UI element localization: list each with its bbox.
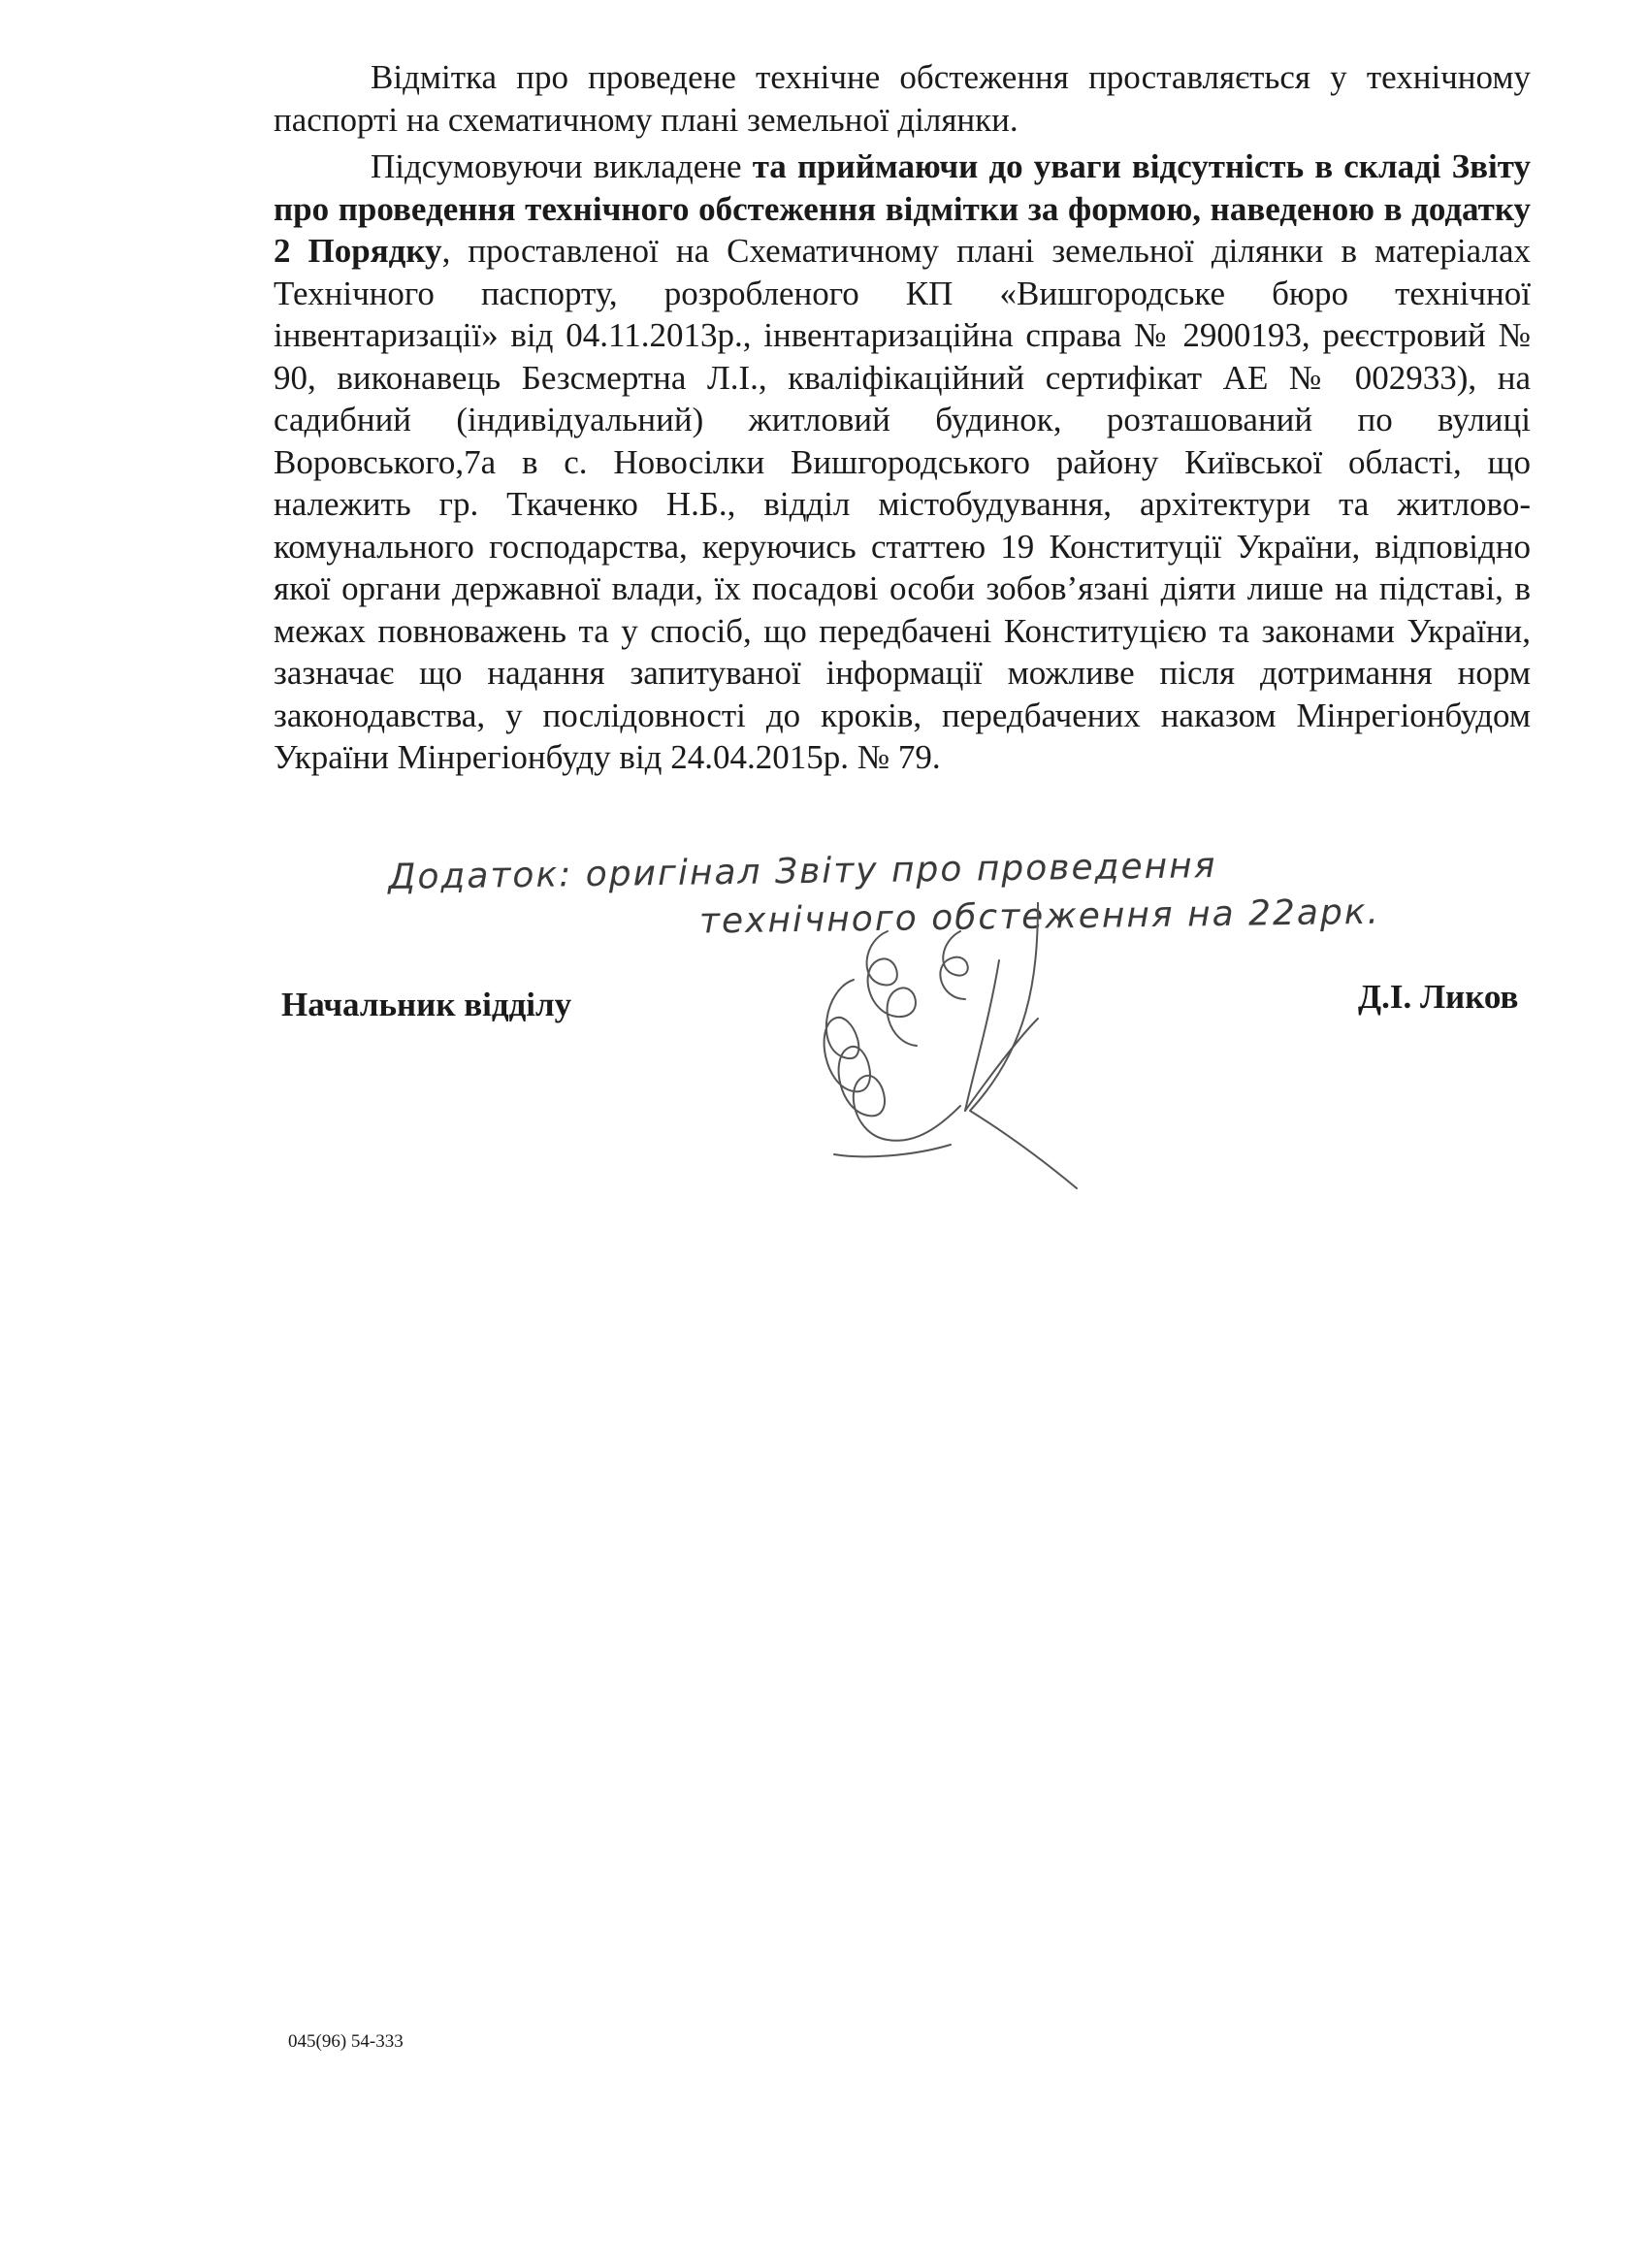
handwritten-note-line-1: Додаток: оригінал Звіту про проведення xyxy=(388,846,1217,897)
footer-phone: 045(96) 54-333 xyxy=(288,2031,404,2052)
signatory-name: Д.І. Ликов xyxy=(1358,978,1519,1016)
handwritten-note-line-2: технічного обстеження на 22арк. xyxy=(698,891,1381,942)
signatory-title: Начальник відділу xyxy=(281,986,572,1023)
handwritten-signature xyxy=(795,902,1145,1193)
paragraph-2-bold-text: та приймаючи до уваги відсутність в складі Звіту про проведення технічного обстеження відмітки за формою, наведеною в додатку 2 Порядку xyxy=(274,147,1531,270)
letter-body xyxy=(274,56,1531,779)
paragraph-2-rest: , проставленої на Схематичному плані земельної ділянки в матеріалах Технічного паспорту, розробленого КП «Вишгородське бюро технічної інвентаризації» від 04.11.2013р., інвентаризаційна справа № 2900193, реєстровий № 90, виконавець Безсмертна Л.І., кваліфікаційний сертифікат АЕ № 002933), на садибний (індивідуальний) житловий будинок, розташований по вулиці Воровського,7а в с. Новосілки Вишгородського району Київської області, що належить гр. Ткаченко Н.Б., відділ містобудування, архітектури та житлово-комунального господарства, керуючись статтею 19 Конституції України, відповідно якої органи державної влади, їх посадові особи зобов’язані діяти лише на підставі, в межах повноважень та у спосіб, що передбачені Конституцією та законами України, зазначає що надання запитуваної інформації можливе після дотримання норм законодавства, у послідовності до кроків, передбачених наказом Мінрегіонбудом України Мінрегіонбуду від 24.04.2015р. № 79. xyxy=(274,232,1531,776)
paragraph-1-text: Відмітка про проведене технічне обстеження проставляється у технічному паспорті на схематичному плані земельної ділянки. xyxy=(274,58,1531,139)
paragraph-summary xyxy=(274,146,1531,779)
paragraph-2-intro: Підсумовуючи викладене xyxy=(371,147,753,185)
paragraph-inspection-mark xyxy=(274,56,1531,141)
